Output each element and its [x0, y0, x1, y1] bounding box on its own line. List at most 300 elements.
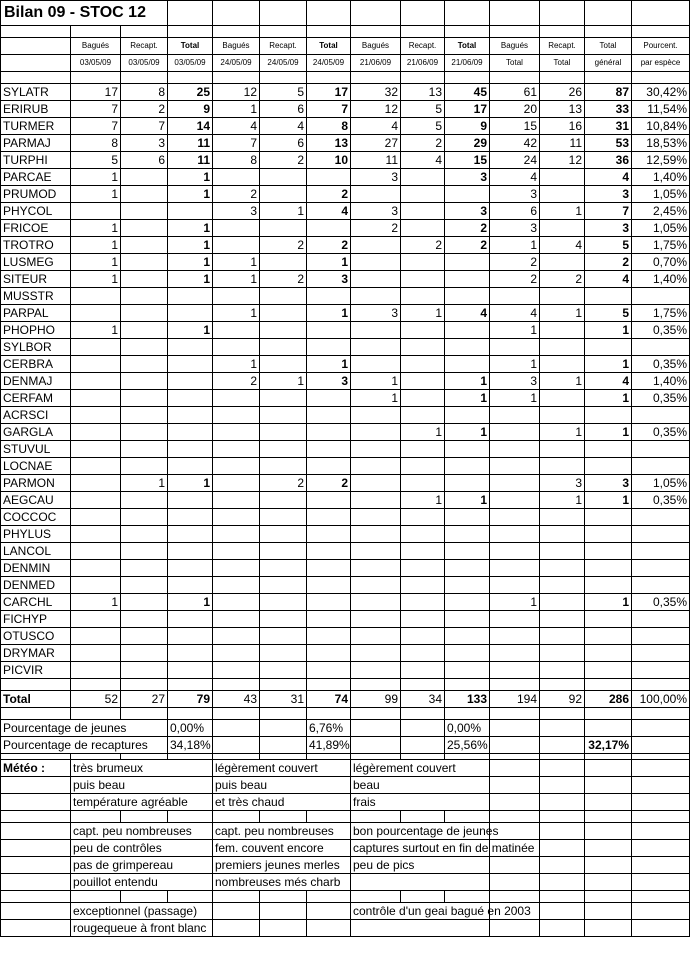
species-code: LOCNAE: [1, 458, 71, 475]
species-value: [168, 509, 213, 526]
species-value: 15: [490, 118, 540, 135]
empty-cell: [540, 1, 585, 26]
species-value: [71, 373, 121, 390]
jeunes-s2: 6,76%: [307, 720, 351, 737]
empty-cell: [540, 794, 585, 811]
empty-cell: [121, 708, 168, 720]
species-value: [445, 475, 490, 492]
empty-cell: [1, 857, 71, 874]
note-s3: bon pourcentage de jeunes: [351, 823, 490, 840]
species-value: [490, 611, 540, 628]
empty-cell: [585, 794, 632, 811]
species-value: 42: [490, 135, 540, 152]
species-value: [445, 407, 490, 424]
species-value: 4: [585, 169, 632, 186]
species-value: [540, 390, 585, 407]
species-value: [213, 475, 260, 492]
species-value: [351, 526, 401, 543]
species-value: [71, 560, 121, 577]
species-value: [490, 645, 540, 662]
empty-cell: [168, 708, 213, 720]
empty-cell: [540, 857, 585, 874]
empty-cell: [585, 903, 632, 920]
empty-cell: [1, 823, 71, 840]
species-value: 1: [445, 424, 490, 441]
species-value: 17: [71, 84, 121, 101]
species-value: 1: [351, 373, 401, 390]
species-value: [260, 492, 307, 509]
species-value: 1,05%: [632, 186, 690, 203]
species-value: [490, 339, 540, 356]
species-value: 5: [585, 305, 632, 322]
species-value: [540, 407, 585, 424]
species-value: [260, 288, 307, 305]
empty-cell: [585, 891, 632, 903]
species-value: 1: [213, 305, 260, 322]
species-value: [401, 407, 445, 424]
species-value: 10: [307, 152, 351, 169]
empty-cell: [71, 811, 121, 823]
species-value: [260, 458, 307, 475]
species-value: [632, 509, 690, 526]
species-value: 15: [445, 152, 490, 169]
species-value: [401, 271, 445, 288]
empty-cell: [260, 737, 307, 754]
column-header: Recapt.: [260, 38, 307, 55]
species-value: [445, 611, 490, 628]
species-value: [307, 339, 351, 356]
column-header: Recapt.: [401, 38, 445, 55]
species-value: 1,05%: [632, 220, 690, 237]
empty-cell: [1, 903, 71, 920]
species-value: [71, 458, 121, 475]
species-value: [351, 254, 401, 271]
species-value: [585, 526, 632, 543]
empty-cell: [632, 857, 690, 874]
note-s2: fem. couvent encore: [213, 840, 351, 857]
empty-cell: [121, 891, 168, 903]
species-value: 2: [260, 152, 307, 169]
empty-cell: [401, 708, 445, 720]
species-value: 4: [490, 305, 540, 322]
species-value: [213, 543, 260, 560]
species-value: [351, 492, 401, 509]
species-value: [71, 339, 121, 356]
species-value: 2: [260, 271, 307, 288]
species-value: 2: [260, 475, 307, 492]
empty-cell: [213, 72, 260, 84]
species-value: 2: [213, 373, 260, 390]
species-value: 29: [445, 135, 490, 152]
species-value: [260, 628, 307, 645]
empty-cell: [540, 874, 585, 891]
empty-cell: [1, 777, 71, 794]
species-value: [351, 662, 401, 679]
species-value: [490, 662, 540, 679]
species-value: 11: [540, 135, 585, 152]
species-value: 1: [168, 594, 213, 611]
species-value: [121, 288, 168, 305]
note-s3: [351, 874, 490, 891]
species-value: [401, 390, 445, 407]
empty-cell: [490, 794, 540, 811]
species-code: PICVIR: [1, 662, 71, 679]
empty-cell: [168, 891, 213, 903]
species-value: [121, 356, 168, 373]
empty-cell: [307, 72, 351, 84]
species-value: [490, 441, 540, 458]
note-s1: pouillot entendu: [71, 874, 213, 891]
species-value: 1: [540, 203, 585, 220]
note-s3: captures surtout en fin de matinée: [351, 840, 490, 857]
empty-cell: [632, 720, 690, 737]
species-value: [168, 305, 213, 322]
species-value: 17: [445, 101, 490, 118]
species-code: TURPHI: [1, 152, 71, 169]
empty-cell: [307, 679, 351, 691]
species-value: [121, 458, 168, 475]
species-value: [213, 220, 260, 237]
species-value: 1: [540, 373, 585, 390]
species-value: 1: [540, 424, 585, 441]
species-value: [71, 475, 121, 492]
column-header: Bagués: [351, 38, 401, 55]
empty-cell: [585, 26, 632, 38]
empty-cell: [490, 760, 540, 777]
species-value: [71, 407, 121, 424]
species-value: [307, 594, 351, 611]
species-value: 13: [540, 101, 585, 118]
empty-cell: [213, 903, 260, 920]
species-code: AEGCAU: [1, 492, 71, 509]
species-value: 1: [71, 271, 121, 288]
empty-cell: [351, 26, 401, 38]
species-value: 11,54%: [632, 101, 690, 118]
species-value: [121, 220, 168, 237]
species-value: [445, 560, 490, 577]
species-value: [540, 322, 585, 339]
species-value: [71, 662, 121, 679]
species-value: [490, 509, 540, 526]
species-value: [213, 526, 260, 543]
species-value: [260, 356, 307, 373]
species-value: 1: [213, 101, 260, 118]
species-value: [401, 254, 445, 271]
species-value: [71, 543, 121, 560]
species-value: 2: [585, 254, 632, 271]
species-value: [540, 186, 585, 203]
species-value: [168, 407, 213, 424]
species-value: [351, 186, 401, 203]
empty-cell: [585, 720, 632, 737]
species-value: [168, 356, 213, 373]
species-value: [213, 628, 260, 645]
empty-cell: [490, 891, 540, 903]
species-value: 11: [351, 152, 401, 169]
species-value: [168, 662, 213, 679]
species-code: LANCOL: [1, 543, 71, 560]
species-value: [121, 594, 168, 611]
total-value: 52: [71, 691, 121, 708]
species-code: COCCOC: [1, 509, 71, 526]
species-value: 5: [401, 118, 445, 135]
species-value: 3: [490, 373, 540, 390]
species-value: 8: [71, 135, 121, 152]
species-value: [168, 203, 213, 220]
empty-cell: [213, 1, 260, 26]
species-value: 0,35%: [632, 356, 690, 373]
species-value: [121, 305, 168, 322]
species-value: [71, 526, 121, 543]
species-code: CERBRA: [1, 356, 71, 373]
empty-cell: [540, 840, 585, 857]
species-code: MUSSTR: [1, 288, 71, 305]
note-s3: peu de pics: [351, 857, 490, 874]
species-value: 2: [307, 237, 351, 254]
species-code: STUVUL: [1, 441, 71, 458]
species-value: 4: [540, 237, 585, 254]
species-value: [585, 288, 632, 305]
species-code: PHYCOL: [1, 203, 71, 220]
species-value: 1: [260, 203, 307, 220]
species-value: [213, 611, 260, 628]
species-value: 1: [585, 424, 632, 441]
jeunes-s3: 0,00%: [445, 720, 490, 737]
species-value: [260, 594, 307, 611]
empty-cell: [1, 72, 71, 84]
species-value: [445, 339, 490, 356]
empty-cell: [490, 720, 540, 737]
species-value: [632, 339, 690, 356]
species-value: 1: [121, 475, 168, 492]
species-value: 12: [540, 152, 585, 169]
species-value: 0,35%: [632, 492, 690, 509]
species-value: [585, 407, 632, 424]
recaptures-s3: 25,56%: [445, 737, 490, 754]
species-code: FRICOE: [1, 220, 71, 237]
species-value: [540, 645, 585, 662]
species-value: [121, 509, 168, 526]
empty-cell: [585, 760, 632, 777]
jeunes-s1: 0,00%: [168, 720, 213, 737]
species-value: [260, 577, 307, 594]
species-value: [490, 628, 540, 645]
column-subheader: 03/05/09: [71, 55, 121, 72]
note-s1: capt. peu nombreuses: [71, 823, 213, 840]
species-value: [260, 560, 307, 577]
empty-cell: [401, 26, 445, 38]
empty-cell: [401, 891, 445, 903]
empty-cell: [168, 72, 213, 84]
column-subheader: 21/06/09: [401, 55, 445, 72]
species-value: [168, 611, 213, 628]
species-value: [632, 611, 690, 628]
species-value: 2: [445, 220, 490, 237]
species-value: [401, 628, 445, 645]
empty-cell: [632, 903, 690, 920]
column-subheader: général: [585, 55, 632, 72]
species-value: 4: [585, 271, 632, 288]
species-value: 1,75%: [632, 237, 690, 254]
column-subheader: 24/05/09: [260, 55, 307, 72]
species-value: [585, 543, 632, 560]
species-code: TROTRO: [1, 237, 71, 254]
species-code: SYLBOR: [1, 339, 71, 356]
species-value: [71, 611, 121, 628]
species-value: 1: [585, 492, 632, 509]
note-s2: premiers jeunes merles: [213, 857, 351, 874]
species-value: [213, 458, 260, 475]
species-value: 6: [260, 101, 307, 118]
empty-cell: [351, 811, 401, 823]
empty-cell: [1, 26, 71, 38]
species-value: [585, 458, 632, 475]
species-value: 1: [401, 492, 445, 509]
species-value: [351, 322, 401, 339]
species-value: [351, 560, 401, 577]
empty-cell: [260, 903, 307, 920]
species-code: ERIRUB: [1, 101, 71, 118]
species-value: 3: [585, 220, 632, 237]
species-value: [213, 560, 260, 577]
empty-cell: [540, 777, 585, 794]
species-value: [540, 628, 585, 645]
species-value: 4: [401, 152, 445, 169]
empty-cell: [71, 26, 121, 38]
empty-cell: [213, 679, 260, 691]
empty-cell: [632, 1, 690, 26]
species-value: [213, 577, 260, 594]
species-value: 1: [307, 356, 351, 373]
species-value: [540, 560, 585, 577]
species-value: 3: [585, 186, 632, 203]
species-value: [168, 373, 213, 390]
empty-cell: [632, 823, 690, 840]
recaptures-s2: 41,89%: [307, 737, 351, 754]
species-value: 1,40%: [632, 373, 690, 390]
column-subheader: par espèce: [632, 55, 690, 72]
species-value: [445, 254, 490, 271]
empty-cell: [71, 679, 121, 691]
empty-cell: [445, 1, 490, 26]
species-value: [71, 203, 121, 220]
species-value: [213, 509, 260, 526]
species-value: [307, 628, 351, 645]
species-value: [351, 628, 401, 645]
column-subheader: 03/05/09: [121, 55, 168, 72]
empty-cell: [540, 823, 585, 840]
species-value: 1: [445, 373, 490, 390]
species-value: [71, 288, 121, 305]
empty-cell: [632, 794, 690, 811]
species-value: 12: [213, 84, 260, 101]
empty-cell: [445, 811, 490, 823]
species-value: [632, 577, 690, 594]
empty-cell: [632, 72, 690, 84]
species-value: [490, 458, 540, 475]
species-value: 1: [585, 390, 632, 407]
species-value: 3: [351, 305, 401, 322]
empty-cell: [585, 679, 632, 691]
empty-cell: [490, 26, 540, 38]
species-value: [121, 628, 168, 645]
species-value: [540, 339, 585, 356]
species-value: [632, 288, 690, 305]
empty-cell: [1, 794, 71, 811]
column-subheader: 21/06/09: [445, 55, 490, 72]
species-value: 1: [71, 254, 121, 271]
species-value: [445, 628, 490, 645]
empty-cell: [307, 891, 351, 903]
species-value: [260, 186, 307, 203]
species-value: [351, 271, 401, 288]
species-value: 2: [445, 237, 490, 254]
species-code: DENMIN: [1, 560, 71, 577]
species-value: [540, 356, 585, 373]
species-value: 30,42%: [632, 84, 690, 101]
species-value: [260, 543, 307, 560]
species-value: [351, 441, 401, 458]
species-value: [260, 390, 307, 407]
empty-cell: [490, 857, 540, 874]
species-value: 0,35%: [632, 390, 690, 407]
species-value: [401, 594, 445, 611]
species-value: [445, 543, 490, 560]
species-value: [307, 662, 351, 679]
species-value: 33: [585, 101, 632, 118]
species-value: 5: [260, 84, 307, 101]
species-value: 18,53%: [632, 135, 690, 152]
species-value: [121, 186, 168, 203]
species-value: [121, 611, 168, 628]
column-header: Recapt.: [540, 38, 585, 55]
species-value: 1: [540, 305, 585, 322]
empty-cell: [213, 891, 260, 903]
species-value: [490, 560, 540, 577]
species-value: [121, 560, 168, 577]
species-value: [490, 475, 540, 492]
species-value: 8: [121, 84, 168, 101]
species-value: 7: [71, 118, 121, 135]
species-value: [401, 339, 445, 356]
total-label: Total: [1, 691, 71, 708]
species-value: [307, 458, 351, 475]
column-header: Pourcent.: [632, 38, 690, 55]
species-value: [490, 543, 540, 560]
species-value: [260, 254, 307, 271]
empty-cell: [351, 737, 401, 754]
species-value: [121, 543, 168, 560]
species-value: [632, 662, 690, 679]
species-value: 1: [490, 237, 540, 254]
species-value: [168, 526, 213, 543]
column-header: Bagués: [490, 38, 540, 55]
species-value: 3: [445, 203, 490, 220]
species-value: [307, 543, 351, 560]
empty-cell: [1, 840, 71, 857]
species-value: 1: [401, 424, 445, 441]
empty-cell: [168, 1, 213, 26]
species-value: [351, 339, 401, 356]
species-value: [121, 339, 168, 356]
species-value: [632, 441, 690, 458]
species-value: [351, 611, 401, 628]
species-value: 5: [71, 152, 121, 169]
species-value: 4: [213, 118, 260, 135]
empty-cell: [213, 708, 260, 720]
species-value: [401, 458, 445, 475]
empty-cell: [585, 1, 632, 26]
